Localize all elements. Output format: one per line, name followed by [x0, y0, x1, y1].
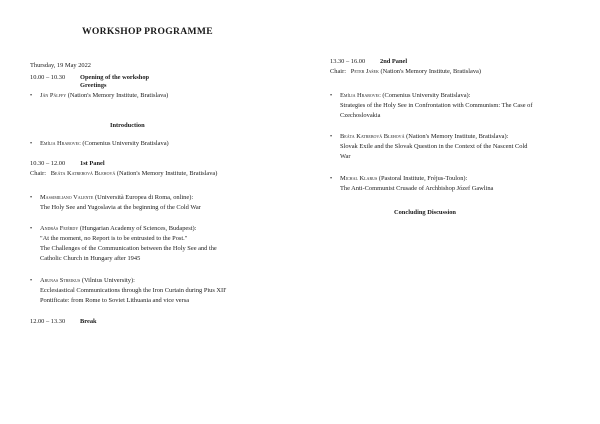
panel1-chair: Chair: Beáta Katrebová Blehová (Nation's Memory Institute, Bratislava) — [30, 170, 218, 177]
panel2-time: 13.30 – 16.00 — [330, 58, 366, 65]
date-line: Thursday, 19 May 2022 — [30, 62, 91, 69]
bullet-icon: • — [30, 278, 33, 284]
bullet-icon: • — [330, 134, 333, 140]
break-time: 12.00 – 13.30 — [30, 318, 66, 325]
opening-title: Opening of the workshop — [80, 74, 150, 81]
bullet-icon: • — [30, 195, 33, 201]
opening-subtitle: Greetings — [80, 82, 107, 89]
panel1-time: 10.30 – 12.00 — [30, 160, 66, 167]
bullet-icon: • — [30, 141, 33, 147]
panel1-title: 1st Panel — [80, 160, 105, 167]
closing-heading: Concluding Discussion — [394, 209, 456, 216]
page-title: WORKSHOP PROGRAMME — [82, 26, 213, 37]
break-title: Break — [80, 318, 97, 325]
bullet-icon: • — [30, 93, 33, 99]
bullet-icon: • — [30, 226, 33, 232]
panel2-title: 2nd Panel — [380, 58, 408, 65]
bullet-icon: • — [330, 93, 333, 99]
panel2-chair: Chair: Peter Jašek (Nation's Memory Institute, Bratislava) — [330, 68, 482, 75]
introduction-heading: Introduction — [110, 122, 145, 129]
opening-speaker: Ján Pálffy (Nation's Memory Institute, Bratislava) — [40, 92, 169, 99]
bullet-icon: • — [330, 176, 333, 182]
opening-time: 10.00 – 10.30 — [30, 74, 66, 81]
